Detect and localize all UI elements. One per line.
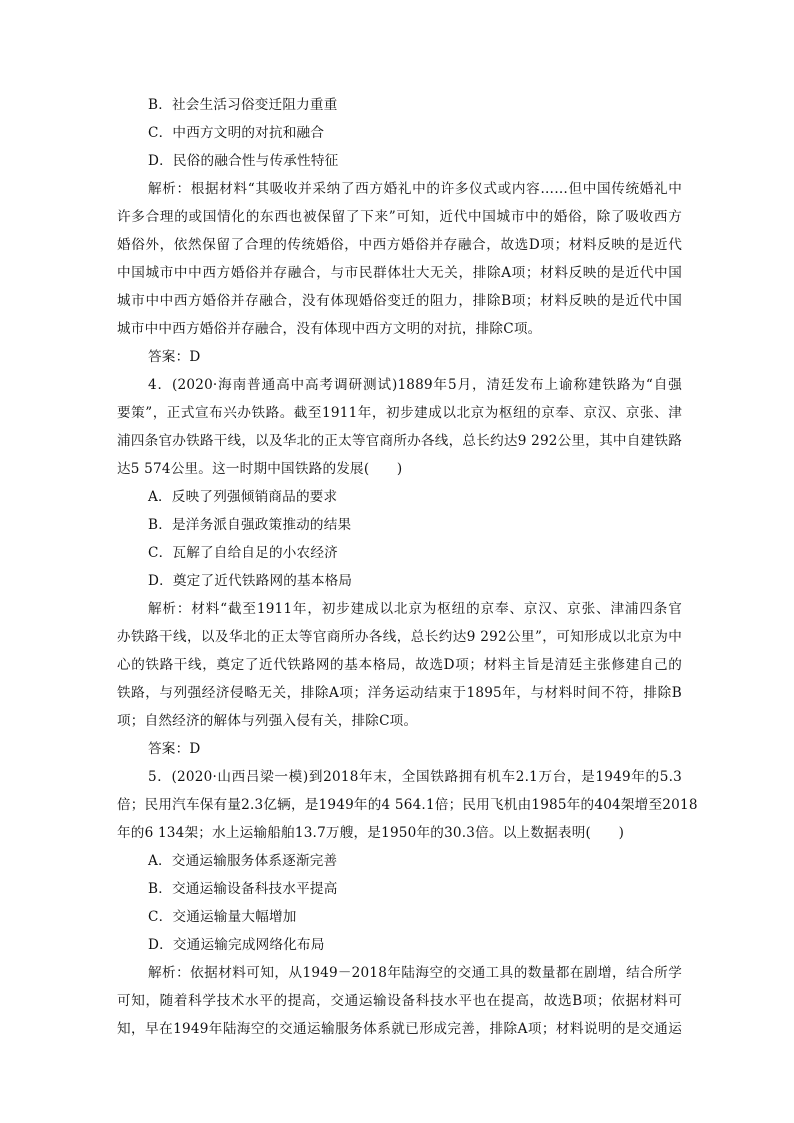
q4-analysis-line: 心的铁路干线，奠定了近代铁路网的基本格局，故选D项；材料主旨是清廷主张修建自己的 (117, 657, 682, 673)
q5-stem-line: 5．(2020·山西吕梁一模)到2018年末，全国铁路拥有机车2.1万台，是1949年的5.3 (148, 769, 682, 785)
q3-analysis-line: 许多合理的或国情化的东西也被保留了下来”可知，近代中国城市中的婚俗，除了吸收西方 (117, 209, 682, 225)
q4-stem-line: 达5 574公里。这一时期中国铁路的发展( ) (117, 461, 403, 477)
q5-option-a: A．交通运输服务体系逐渐完善 (148, 853, 338, 869)
q5-analysis-line: 解析：依据材料可知，从1949－2018年陆海空的交通工具的数量都在剧增，结合所学 (148, 965, 682, 981)
q4-option-c: C．瓦解了自给自足的小农经济 (148, 545, 338, 561)
q3-answer: 答案：D (148, 349, 201, 365)
q4-analysis-line: 项；自然经济的解体与列强入侵有关，排除C项。 (117, 713, 418, 729)
q3-analysis-line: 城市中中西方婚俗并存融合，没有体现中西方文明的对抗，排除C项。 (117, 321, 542, 337)
q4-stem-line: 要策”，正式宣布兴办铁路。截至1911年，初步建成以北京为枢纽的京奉、京汉、京张、津 (117, 405, 682, 421)
q4-option-a: A．反映了列强倾销商品的要求 (148, 489, 338, 505)
q4-analysis-line: 办铁路干线，以及华北的正太等官商所办各线，总长约达9 292公里”，可知形成以北京为中 (117, 629, 682, 645)
q4-analysis-line: 解析：材料“截至1911年，初步建成以北京为枢纽的京奉、京汉、京张、津浦四条官 (148, 601, 682, 617)
q5-option-c: C．交通运输量大幅增加 (148, 909, 297, 925)
q5-stem-line: 倍；民用汽车保有量2.3亿辆，是1949年的4 564.1倍；民用飞机由1985年的404架增至2018 (117, 797, 698, 813)
q5-option-b: B．交通运输设备科技水平提高 (148, 881, 338, 897)
q3-option-c: C．中西方文明的对抗和融合 (148, 125, 325, 141)
q4-stem-line: 浦四条官办铁路干线，以及华北的正太等官商所办各线，总长约达9 292公里，其中自建铁路 (117, 433, 682, 449)
q3-analysis-line: 城市中中西方婚俗并存融合，没有体现婚俗变迁的阻力，排除B项；材料反映的是近代中国 (117, 293, 682, 309)
q5-analysis-line: 可知，随着科学技术水平的提高，交通运输设备科技水平也在提高，故选B项；依据材料可 (117, 993, 682, 1009)
q4-answer: 答案：D (148, 741, 201, 757)
q4-analysis-line: 铁路，与列强经济侵略无关，排除A项；洋务运动结束于1895年，与材料时间不符，排除B (117, 685, 682, 701)
q3-option-d: D．民俗的融合性与传承性特征 (148, 153, 339, 169)
q3-option-b: B．社会生活习俗变迁阻力重重 (148, 97, 338, 113)
q4-option-d: D．奠定了近代铁路网的基本格局 (148, 573, 353, 589)
q4-stem-line: 4．(2020·海南普通高中高考调研测试)1889年5月，清廷发布上谕称建铁路为“自强 (148, 377, 682, 393)
q5-stem-line: 年的6 134架；水上运输船舶13.7万艘，是1950年的30.3倍。以上数据表明( ) (117, 825, 625, 841)
q5-analysis-line: 知，早在1949年陆海空的交通运输服务体系就已形成完善，排除A项；材料说明的是交通运 (117, 1021, 682, 1037)
q3-analysis-line: 中国城市中中西方婚俗并存融合，与市民群体壮大无关，排除A项；材料反映的是近代中国 (117, 265, 682, 281)
q4-option-b: B．是洋务派自强政策推动的结果 (148, 517, 352, 533)
q3-analysis-line: 解析：根据材料“其吸收并采纳了西方婚礼中的许多仪式或内容……但中国传统婚礼中 (148, 181, 682, 197)
q5-option-d: D．交通运输完成网络化布局 (148, 937, 325, 953)
q3-analysis-line: 婚俗外，依然保留了合理的传统婚俗，中西方婚俗并存融合，故选D项；材料反映的是近代 (117, 237, 682, 253)
